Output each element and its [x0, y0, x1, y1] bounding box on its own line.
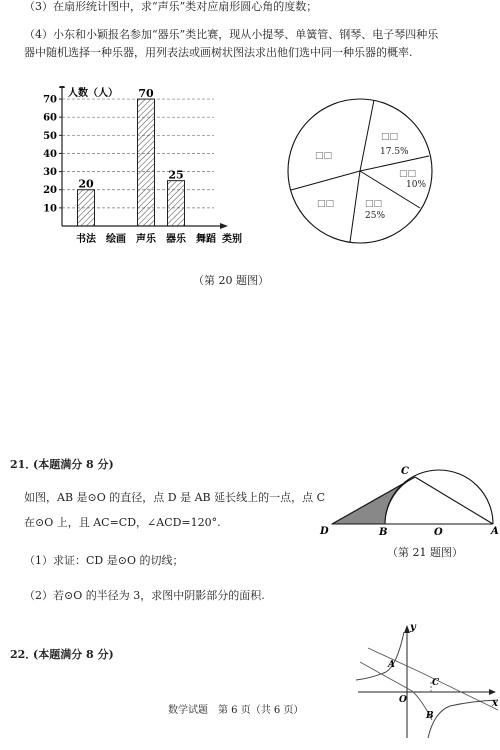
x-tick-label: 舞蹈	[196, 234, 216, 245]
point-label-O: O	[399, 695, 407, 705]
pie-label: □□	[315, 151, 333, 161]
bar-chart	[28, 86, 258, 248]
y-tick-label: 20	[43, 185, 57, 197]
question-20-part4-line2: 器中随机选择一种乐器，用列表法或画树状图法求出他们选中同一种乐器的概率.	[24, 46, 413, 59]
question-21-score: (本题满分 8 分)	[33, 458, 114, 471]
figure-21-caption: （第 21 题图）	[387, 546, 463, 559]
bar	[138, 99, 155, 226]
y-axis-title: 人数（人）	[68, 88, 118, 99]
pie-percent: 17.5%	[380, 147, 409, 157]
line-AB	[360, 662, 432, 720]
point-label-B: B	[379, 527, 388, 538]
question-20-part3: （3）在扇形统计图中，求“声乐”类对应扇形圆心角的度数；	[24, 0, 318, 13]
question-21-stem-line1: 如图，AB 是⊙O 的直径，点 D 是 AB 延长线上的一点，点 C	[24, 491, 325, 504]
axis-label-x: x	[492, 698, 498, 709]
question-22-score: (本题满分 8 分)	[33, 648, 114, 661]
semicircle-arc	[385, 470, 493, 524]
bar	[78, 190, 95, 226]
x-axis-arrow	[220, 223, 228, 229]
y-tick-label: 10	[43, 203, 57, 215]
pie-chart	[285, 96, 445, 246]
question-22-number: 22．	[10, 648, 37, 661]
question-20-part4-line1: （4）小东和小颖报名参加“器乐”类比赛，现从小提琴、单簧管、钢琴、电子琴四种乐	[24, 28, 439, 41]
figure-20-caption: （第 20 题图）	[193, 274, 269, 287]
y-tick-label: 70	[43, 94, 57, 106]
x-tick-label: 绘画	[106, 234, 126, 245]
x-tick-label: 声乐	[136, 234, 156, 245]
question-21-part2: （2）若⊙O 的半径为 3，求图中阴影部分的面积.	[24, 589, 265, 602]
question-21-number: 21．	[10, 458, 37, 471]
pie-label: □□	[317, 199, 335, 209]
bar-value-label: 70	[138, 87, 154, 101]
pie-label: □□	[381, 132, 399, 142]
point-label-B: B	[426, 711, 434, 721]
point-label-A: A	[491, 526, 499, 537]
x-axis-arrow	[489, 689, 496, 695]
point-label-D: D	[320, 526, 329, 537]
point-label-C: C	[401, 466, 409, 477]
point-label-A: A	[388, 660, 395, 670]
segment-CA	[415, 477, 493, 524]
question-21-part1: （1）求证：CD 是⊙O 的切线；	[24, 554, 184, 567]
y-tick-label: 30	[43, 167, 57, 179]
x-tick-label: 器乐	[166, 234, 186, 245]
x-tick-label: 书法	[76, 234, 96, 245]
geometry-figure-21	[318, 458, 500, 540]
pie-label: □□	[365, 199, 383, 209]
y-tick-label: 40	[43, 148, 57, 160]
coordinate-figure-22	[352, 620, 500, 742]
page-footer: 数学试题 第 6 页（共 6 页）	[168, 705, 304, 716]
point-label-O: O	[434, 527, 443, 538]
question-21-stem-line2: 在⊙O 上，且 AC=CD，∠ACD=120°.	[24, 516, 221, 529]
y-axis-arrow	[59, 86, 65, 88]
y-tick-label: 50	[43, 130, 57, 142]
y-tick-label: 60	[43, 112, 57, 124]
pie-percent: 25%	[365, 211, 386, 221]
pie-label: □□	[399, 169, 417, 179]
hyperbola-branch-lower	[428, 700, 498, 738]
axis-label-y: y	[410, 622, 416, 633]
pie-percent: 10%	[406, 180, 427, 190]
point-label-C: C	[432, 678, 440, 688]
bar	[168, 181, 185, 226]
bar-value-label: 25	[168, 168, 184, 182]
bar-value-label: 20	[78, 177, 94, 191]
x-axis-title: 类别	[222, 234, 242, 245]
